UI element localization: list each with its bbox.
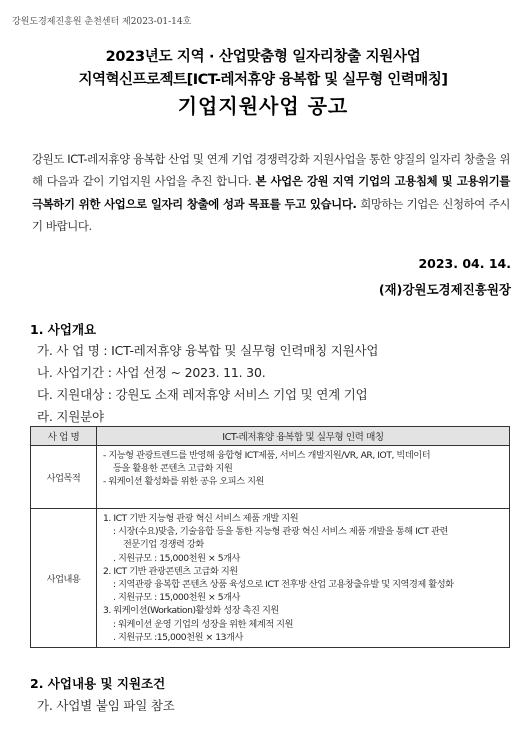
overview-item-target: 다. 지원대상 : 강원도 소재 레저휴양 서비스 기업 및 연계 기업: [37, 387, 368, 402]
content-line: : 시장(수요)맞춤, 기술융합 등을 통한 지능형 관광 혁신 서비스 제품 개발을 통해 ICT 관련: [113, 526, 448, 538]
content-line: 3. 워케이션(Workation)활성화 성장 촉진 지원: [103, 605, 279, 617]
section-heading-support: 2. 사업내용 및 지원조건: [30, 676, 166, 691]
document-number-label: 강원도경제진흥원 춘천센터 제2023-01-14호: [12, 17, 192, 27]
title-line-1: 2023년도 지역 · 산업맞춤형 일자리창출 지원사업: [105, 49, 421, 65]
table-row: [31, 446, 510, 509]
intro-emphasis: 본 사업은 강원 지역 기업의 고용침체 및 고용위기를 극복하기 위한 사업으로 일자리 창출에 성과 목표를 두고 있습니다.: [32, 174, 510, 211]
table-row: [31, 509, 510, 648]
content-line: 2. ICT 기반 관광콘텐츠 고급화 지원: [103, 565, 238, 577]
intro-text: 강원도 ICT-레저휴양 융복합 산업 및 연계 기업 경쟁력강화 지원사업을 통한 양질의 일자리 창출을 위해 다음과 같이 기업지원 사업을 추진 합니다.: [32, 152, 510, 189]
overview-item-period: 나. 사업기간 : 사업 선정 ~ 2023. 11. 30.: [37, 365, 266, 380]
table-header-row: [31, 427, 510, 446]
support-item-attachment: 가. 사업별 붙임 파일 참조: [37, 698, 175, 713]
table-header-name: 사 업 명: [31, 427, 97, 446]
content-label: 사업내용: [31, 509, 97, 648]
content-line: . 지원규모 : 15,000천원 × 5개사: [113, 552, 240, 564]
overview-item-field: 라. 지원분야: [37, 409, 104, 424]
support-field-table: [30, 426, 510, 648]
content-line: : 워케이션 운영 기업의 성장을 위한 체계적 지원: [113, 618, 294, 630]
overview-item-name: 가. 사 업 명 : ICT-레저휴양 융복합 및 실무형 인력매칭 지원사업: [37, 343, 379, 358]
content-line: 전문기업 경쟁력 강화: [123, 539, 204, 551]
content-line: : 지역관광 융복합 콘텐츠 상품 육성으로 ICT 전후방 산업 고용창출유발 및 지역경제 활성화: [113, 579, 454, 591]
content-line: 1. ICT 기반 지능형 관광 혁신 서비스 제품 개발 지원: [103, 513, 299, 524]
intro-closing: 희망하는 기업은 신청하여 주시기 바랍니다.: [32, 196, 511, 233]
content-line: . 지원규모 :15,000천원 × 13개사: [113, 631, 243, 643]
content-cell: [97, 509, 510, 648]
content-line: . 지원규모 : 15,000천원 × 5개사: [113, 592, 240, 604]
purpose-line: 등을 활용한 콘텐츠 고급화 지원: [113, 463, 233, 474]
purpose-line: - 지능형 관광트렌드를 반영해 융합형 ICT제품, 서비스 개발지원/VR, AR, IOT, 빅데이터: [103, 450, 431, 461]
title-line-2: 지역혁신프로젝트[ICT-레저휴양 융복합 및 실무형 인력매칭]: [78, 72, 448, 88]
intro-paragraph: [32, 148, 510, 237]
issuer-name: (재)강원도경제진흥원장: [378, 282, 511, 297]
section-heading-overview: 1. 사업개요: [30, 322, 97, 337]
page-title: 기업지원사업 공고: [177, 94, 349, 118]
table-header-program: ICT-레저휴양 융복합 및 실무형 인력 매칭: [97, 427, 510, 446]
purpose-label: 사업목적: [31, 446, 97, 509]
announcement-date: 2023. 04. 14.: [418, 256, 511, 271]
purpose-line: - 워케이션 활성화를 위한 공유 오피스 지원: [103, 476, 264, 487]
purpose-cell: [97, 446, 510, 509]
